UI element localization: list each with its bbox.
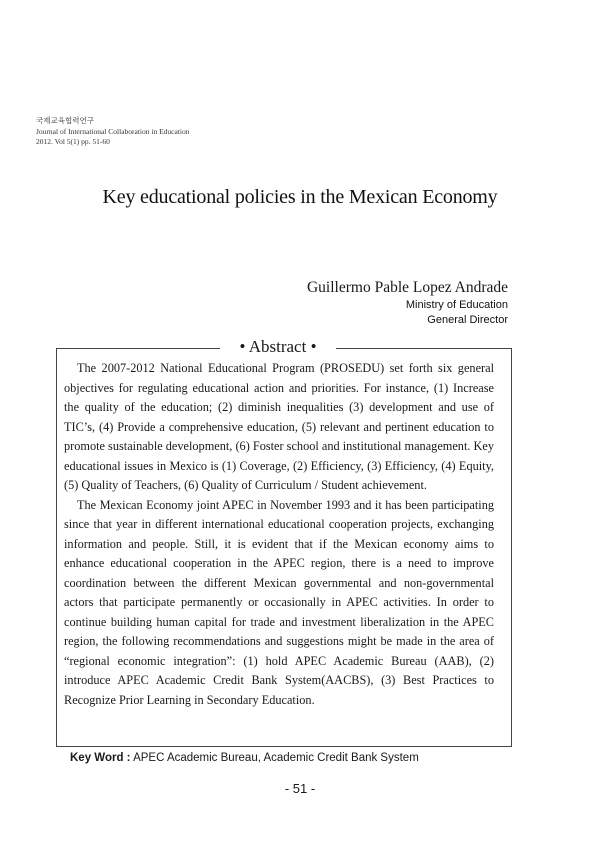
abstract-rule-right [336,348,511,349]
abstract-heading: • Abstract • [239,337,317,356]
abstract-rule-left [56,348,220,349]
abstract-body [64,359,494,710]
journal-name: Journal of International Collaboration in Education [36,126,190,136]
page-number: - 51 - [284,781,316,796]
keywords-text: APEC Academic Bureau, Academic Credit Bank System [133,752,419,764]
keywords-line [70,752,419,764]
abstract-paragraph: The 2007-2012 National Educational Program (PROSEDU) set forth six general objectives for regulating educational action and priorities. For instance, (1) Increase the quality of the education; (2) diminish inequalities (3) development and use of TIC’s, (4) Provide a comprehensive education, (5) relevant and pertinent education to promote sustainable development, (6) Foster school and institutional management. Key educational issues in Mexico is (1) Coverage, (2) Efficiency, (3) Efficiency, (4) Equity, (5) Quality of Teachers, (6) Quality of Curriculum / Student achievement. [64,361,494,492]
volume-info: 2012. Vol 5(1) pp. 51-60 [36,137,110,146]
journal-korean-name: 국제교육협력연구 [36,116,94,125]
author-position: General Director [427,314,508,326]
paper-title: Key educational policies in the Mexican Economy [102,186,498,208]
abstract-paragraph: The Mexican Economy joint APEC in November 1993 and it has been participating since that year in different international educational cooperation projects, exchanging information and people. Still, it is evident that if the Mexican economy aims to enhance educational cooperation in the APEC region, there is a need to improve coordination between the different Mexican governmental and non-governmental actors that participate permanently or occasionally in APEC activities. In order to continue building human capital for trade and investment liberalization in the APEC region, the following recommendations and suggestions might be made in the area of “regional economic integration”: (1) hold APEC Academic Bureau (AAB), (2) introduce APEC Academic Credit Bank System(AACBS), (3) Best Practices to Recognize Prior Learning in Secondary Education. [64,497,494,707]
author-name: Guillermo Pable Lopez Andrade [306,279,508,296]
author-organization: Ministry of Education [405,299,508,311]
journal-header [36,116,190,148]
keywords-label: Key Word : [70,752,131,764]
author-block [307,278,508,328]
